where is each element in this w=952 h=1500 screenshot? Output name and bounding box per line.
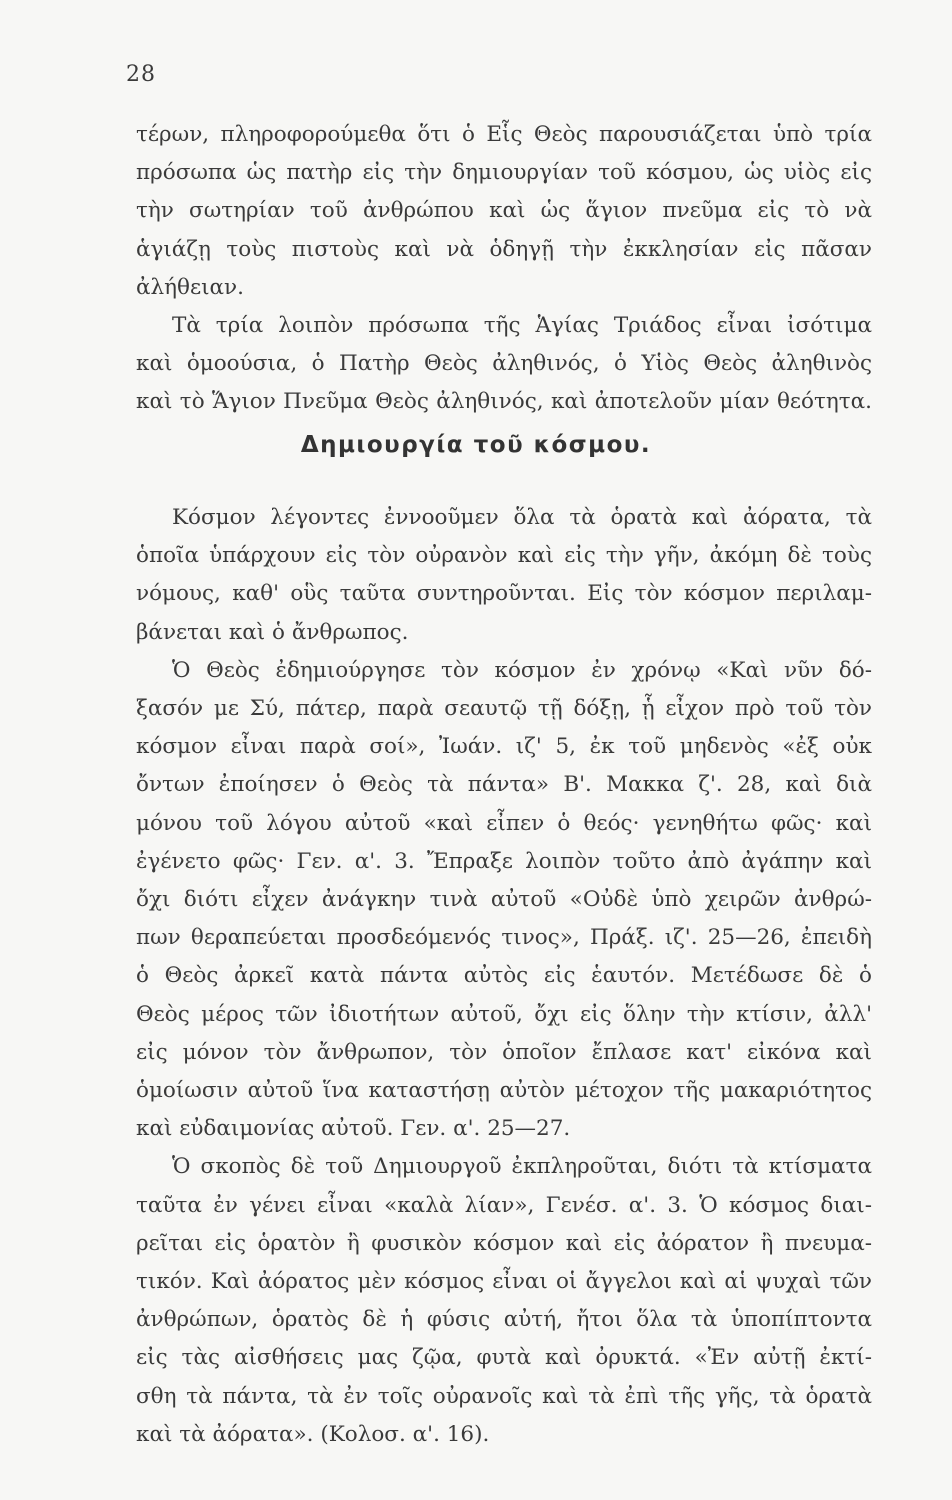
text-line: καὶ τὸ Ἅγιον Πνεῦμα Θεὸς ἀληθινός, καὶ ἀποτελοῦν μίαν θεότητα. bbox=[136, 389, 872, 415]
text-line: πων θεραπεύεται προσδεόμενός τινος», Πράξ. ιζ'. 25—26, ἐπειδὴ bbox=[136, 925, 872, 951]
text-line: Ὁ σκοπὸς δὲ τοῦ Δημιουργοῦ ἐκπληροῦται, διότι τὰ κτίσματα bbox=[172, 1154, 872, 1180]
text-line: ρεῖται εἰς ὁρατὸν ἢ φυσικὸν κόσμον καὶ εἰς ἀόρατον ἢ πνευμα- bbox=[136, 1230, 872, 1256]
text-line: μόνου τοῦ λόγου αὐτοῦ «καὶ εἶπεν ὁ θεός· γενηθήτω φῶς· καὶ bbox=[136, 810, 872, 836]
text-line: πρόσωπα ὡς πατὴρ εἰς τὴν δημιουργίαν τοῦ κόσμου, ὡς υἱὸς εἰς bbox=[136, 160, 872, 186]
text-line: ὁ Θεὸς ἀρκεῖ κατὰ πάντα αὐτὸς εἰς ἑαυτόν. Μετέδωσε δὲ ὁ bbox=[136, 963, 872, 989]
text-line: ἁγιάζῃ τοὺς πιστοὺς καὶ νὰ ὁδηγῇ τὴν ἐκκλησίαν εἰς πᾶσαν bbox=[136, 236, 872, 262]
text-line: εἰς μόνον τὸν ἄνθρωπον, τὸν ὁποῖον ἔπλασε κατ' εἰκόνα καὶ bbox=[136, 1039, 872, 1065]
text-line: καὶ ὁμοούσια, ὁ Πατὴρ Θεὸς ἀληθινός, ὁ Υἱὸς Θεὸς ἀληθινὸς bbox=[136, 351, 872, 377]
text-line: ὄχι διότι εἶχεν ἀνάγκην τινὰ αὐτοῦ «Οὐδὲ ὑπὸ χειρῶν ἀνθρώ- bbox=[136, 887, 872, 913]
text-line: ὁποῖα ὑπάρχουν εἰς τὸν οὐρανὸν καὶ εἰς τὴν γῆν, ἀκόμη δὲ τοὺς bbox=[136, 543, 872, 569]
text-line: Τὰ τρία λοιπὸν πρόσωπα τῆς Ἁγίας Τριάδος εἶναι ἰσότιμα bbox=[172, 313, 872, 339]
paragraph-block-creation bbox=[136, 499, 872, 1454]
text-line: καὶ εὐδαιμονίας αὐτοῦ. Γεν. α'. 25—27. bbox=[136, 1116, 571, 1142]
text-line: σθη τὰ πάντα, τὰ ἐν τοῖς οὐρανοῖς καὶ τὰ ἐπὶ τῆς γῆς, τὰ ὁρατὰ bbox=[136, 1383, 872, 1409]
page-number: 28 bbox=[126, 62, 156, 87]
text-line: κόσμον εἶναι παρὰ σοί», Ἰωάν. ιζ' 5, ἐκ τοῦ μηδενὸς «ἐξ οὐκ bbox=[136, 734, 872, 760]
text-line: Θεὸς μέρος τῶν ἰδιοτήτων αὐτοῦ, ὄχι εἰς ὅλην τὴν κτίσιν, ἀλλ' bbox=[136, 1001, 872, 1027]
text-line: ἀλήθειαν. bbox=[136, 274, 244, 300]
text-line: ὄντων ἐποίησεν ὁ Θεὸς τὰ πάντα» Β'. Μακκα ζ'. 28, καὶ διὰ bbox=[136, 772, 872, 798]
text-line: βάνεται καὶ ὁ ἄνθρωπος. bbox=[136, 619, 409, 645]
text-line: εἰς τὰς αἰσθήσεις μας ζῷα, φυτὰ καὶ ὀρυκτά. «Ἐν αὐτῇ ἐκτί- bbox=[136, 1345, 872, 1371]
text-line: τέρων, πληροφορούμεθα ὅτι ὁ Εἷς Θεὸς παρουσιάζεται ὑπὸ τρία bbox=[136, 122, 872, 147]
text-line: ξασόν με Σύ, πάτερ, παρὰ σεαυτῷ τῇ δόξῃ, ᾗ εἶχον πρὸ τοῦ τὸν bbox=[136, 696, 872, 722]
text-line: τικόν. Καὶ ἀόρατος μὲν κόσμος εἶναι οἱ ἄγγελοι καὶ αἱ ψυχαὶ τῶν bbox=[136, 1269, 872, 1295]
text-line: καὶ τὰ ἀόρατα». (Κολοσ. α'. 16). bbox=[136, 1421, 490, 1447]
paragraph-block-trinity bbox=[136, 116, 872, 422]
text-line: νόμους, καθ' οὓς ταῦτα συντηροῦνται. Εἰς τὸν κόσμον περιλαμ- bbox=[136, 581, 872, 607]
text-line: Ὁ Θεὸς ἐδημιούργησε τὸν κόσμον ἐν χρόνῳ «Καὶ νῦν δό- bbox=[172, 657, 872, 683]
text-line: τὴν σωτηρίαν τοῦ ἀνθρώπου καὶ ὡς ἅγιον πνεῦμα εἰς τὸ νὰ bbox=[136, 198, 872, 224]
text-line: ταῦτα ἐν γένει εἶναι «καλὰ λίαν», Γενέσ. α'. 3. Ὁ κόσμος διαι- bbox=[136, 1192, 872, 1218]
section-heading: Δημιουργία τοῦ κόσμου. bbox=[300, 432, 652, 458]
text-line: ὁμοίωσιν αὐτοῦ ἵνα καταστήσῃ αὐτὸν μέτοχον τῆς μακαριότητος bbox=[136, 1078, 872, 1104]
text-line: Κόσμον λέγοντες ἐννοοῦμεν ὅλα τὰ ὁρατὰ καὶ ἀόρατα, τὰ bbox=[172, 505, 872, 530]
text-line: ἐγένετο φῶς· Γεν. α'. 3. Ἔπραξε λοιπὸν τοῦτο ἀπὸ ἀγάπην καὶ bbox=[136, 848, 872, 874]
text-line: ἀνθρώπων, ὁρατὸς δὲ ἡ φύσις αὐτή, ἤτοι ὅλα τὰ ὑποπίπτοντα bbox=[136, 1307, 872, 1333]
